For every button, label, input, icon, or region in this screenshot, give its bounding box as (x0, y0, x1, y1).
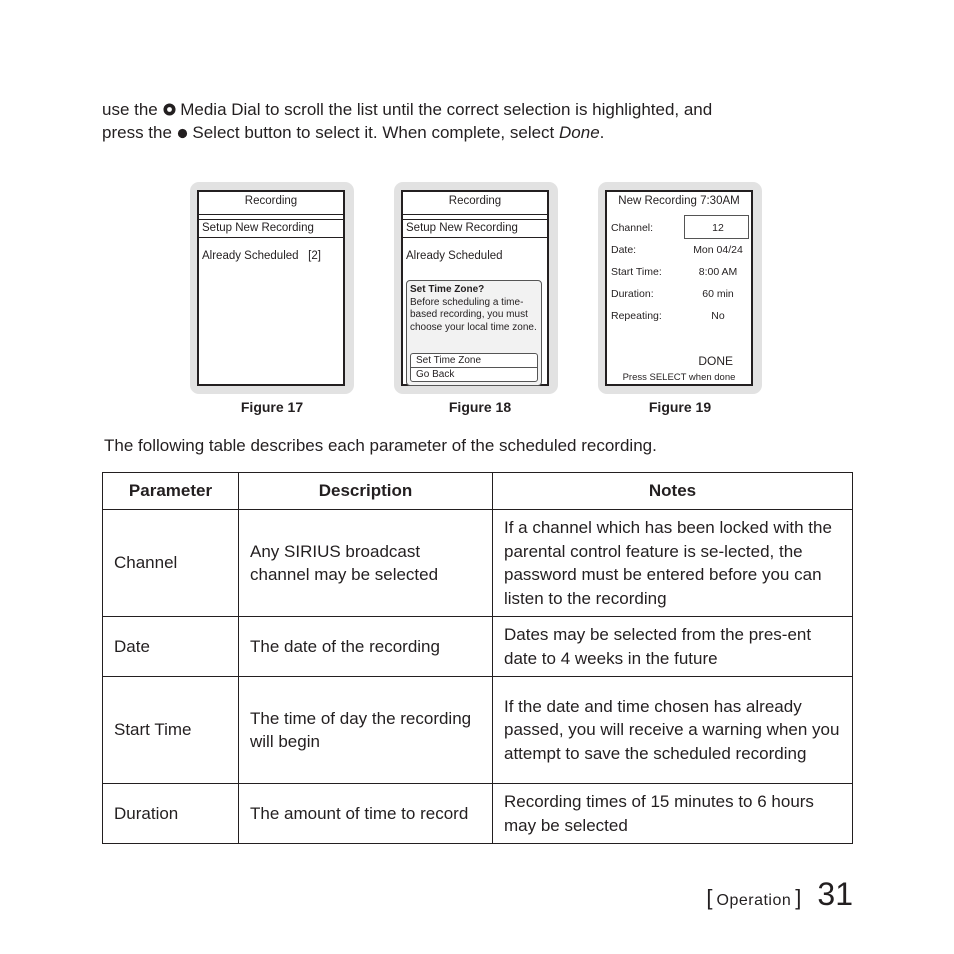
date-value: Mon 04/24 (693, 244, 743, 256)
dialog-text: based recording, you must (410, 309, 528, 320)
date-label: Date: (611, 244, 637, 256)
column-header-notes: Notes (493, 473, 853, 510)
footer-open-bracket: [ (706, 885, 713, 910)
column-header-description: Description (239, 473, 493, 510)
intro-text: . (599, 123, 605, 142)
figure-18-caption: Figure 18 (448, 399, 512, 415)
set-time-zone-option: Set Time Zone (411, 354, 537, 368)
dialog-title: Set Time Zone? (410, 284, 485, 295)
intro-line-2 (102, 121, 862, 144)
table-row (103, 784, 853, 844)
figure-18 (394, 182, 558, 394)
repeating-label: Repeating: (611, 310, 662, 322)
press-select-hint: Press SELECT when done (622, 372, 736, 383)
notes-cell: Dates may be selected from the pres-ent date to 4 weeks in the future (493, 617, 853, 677)
table-intro: The following table describes each parameter of the scheduled recording. (104, 436, 657, 455)
figure-19-caption: Figure 19 (648, 399, 712, 415)
figure-18-screen (401, 190, 549, 386)
intro-text: Select button to select it. When complete, select (187, 123, 560, 142)
column-header-parameter: Parameter (103, 473, 239, 510)
menu-item-already-scheduled: Already Scheduled (406, 250, 503, 262)
param-cell: Start Time (103, 677, 239, 784)
dialog-options (410, 353, 538, 382)
figure-17 (190, 182, 354, 394)
description-cell: The date of the recording (239, 617, 493, 677)
notes-cell: Recording times of 15 minutes to 6 hours may be selected (493, 784, 853, 844)
screen-title: New Recording 7:30AM (618, 195, 740, 207)
menu-item-setup-new-recording: Setup New Recording (403, 219, 547, 238)
intro-line-1 (102, 98, 862, 121)
page-footer (706, 876, 853, 913)
footer-section-name: Operation (716, 892, 792, 909)
table-header-row (103, 473, 853, 510)
go-back-option: Go Back (416, 369, 455, 380)
parameters-table (102, 472, 853, 844)
duration-label: Duration: (611, 288, 654, 300)
screen-title: Recording (199, 192, 343, 215)
start-time-value: 8:00 AM (698, 266, 738, 278)
menu-item-setup-new-recording: Setup New Recording (199, 219, 343, 238)
dialog-text: choose your local time zone. (410, 321, 537, 333)
screen-title: Recording (403, 192, 547, 215)
set-time-zone-dialog (406, 280, 542, 386)
dialog-text: Before scheduling a time- (410, 296, 524, 308)
select-button-icon (177, 128, 188, 139)
channel-label: Channel: (611, 222, 654, 234)
figure-19-screen (605, 190, 753, 386)
done-term: Done (559, 123, 600, 142)
duration-value: 60 min (702, 288, 734, 300)
description-cell: The time of day the recording will begin (239, 677, 493, 784)
menu-item-already-scheduled: Already Scheduled [2] (202, 250, 321, 262)
page-number: 31 (817, 876, 853, 912)
param-cell: Date (103, 617, 239, 677)
figure-17-caption: Figure 17 (240, 399, 304, 415)
notes-cell: If the date and time chosen has already passed, you will receive a warning when you attempt to save the scheduled recording (493, 677, 853, 784)
start-time-label: Start Time: (611, 266, 662, 278)
notes-cell: If a channel which has been locked with the parental control feature is se-lected, the password must be entered before you can listen to the recording (493, 510, 853, 617)
channel-value: 12 (712, 222, 724, 234)
param-cell: Duration (103, 784, 239, 844)
table-row (103, 617, 853, 677)
intro-text: press the (102, 123, 177, 142)
table-row (103, 677, 853, 784)
figure-17-screen (197, 190, 345, 386)
intro-text: Media Dial to scroll the list until the correct selection is highlighted, and (175, 100, 713, 119)
description-cell: Any SIRIUS broadcast channel may be selected (239, 510, 493, 617)
table-row (103, 510, 853, 617)
footer-close-bracket: ] (795, 885, 802, 910)
intro-paragraph (102, 98, 862, 144)
figure-19 (598, 182, 762, 394)
repeating-value: No (711, 310, 725, 322)
description-cell: The amount of time to record (239, 784, 493, 844)
media-dial-icon (163, 103, 176, 116)
done-option: DONE (698, 354, 733, 368)
intro-text: use the (102, 100, 163, 119)
param-cell: Channel (103, 510, 239, 617)
